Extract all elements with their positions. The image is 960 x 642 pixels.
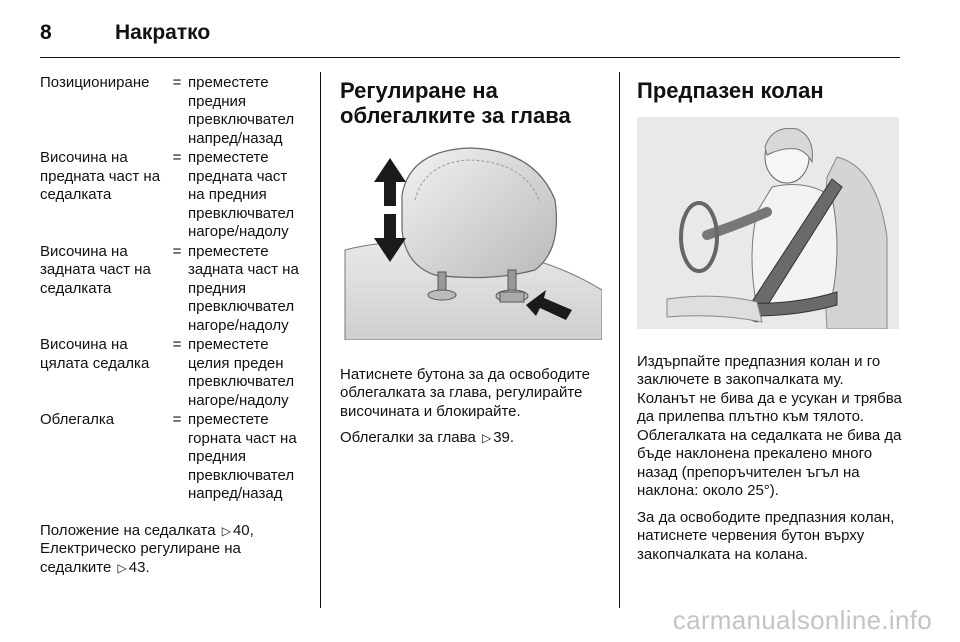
headrest-illustration bbox=[340, 140, 602, 346]
ref-page-link[interactable]: 39. bbox=[493, 429, 515, 446]
term: Облегалка bbox=[40, 411, 115, 428]
equals: = bbox=[172, 242, 182, 260]
table-row bbox=[40, 411, 308, 504]
definition: преместете задната част на предния превключвател нагоре/надолу bbox=[188, 242, 299, 334]
equals: = bbox=[172, 74, 182, 91]
table-row bbox=[40, 74, 308, 148]
ref-text: Облегалки за глава bbox=[340, 429, 476, 446]
definition: преместете предната част на предния превключвател нагоре/надолу bbox=[188, 149, 295, 240]
definition: преместете целия преден превключвател нагоре/надолу bbox=[188, 336, 295, 409]
page-number: 8 bbox=[40, 21, 52, 44]
page-ref-icon: ▷ bbox=[221, 523, 231, 538]
seatbelt-release-instruction: За да освободите предпазния колан, натиснете червения бутон върху закопчалката на колана. bbox=[637, 508, 895, 563]
term: Височина на предната част на седалката bbox=[40, 149, 161, 203]
cross-reference-note bbox=[40, 522, 308, 578]
term: Височина на задната част на седалката bbox=[40, 242, 151, 297]
header-rule bbox=[40, 57, 900, 58]
headrest-instruction: Натиснете бутона за да освободите облегалката за глава, регулирайте височината и блокирайте. bbox=[340, 365, 590, 420]
equals: = bbox=[172, 149, 182, 166]
table-row bbox=[40, 243, 308, 336]
table-row bbox=[40, 149, 308, 242]
headrest-heading: Регулиране на облегалките за глава bbox=[340, 78, 571, 128]
table-row bbox=[40, 336, 308, 410]
watermark: carmanualsonline.info bbox=[672, 605, 932, 635]
seatbelt-column bbox=[637, 74, 902, 572]
ref-page-link[interactable]: 43. bbox=[128, 558, 150, 576]
definition: преместете горната част на предния превключвател напред/назад bbox=[188, 411, 297, 502]
headrest-column bbox=[340, 74, 602, 456]
column-divider-1 bbox=[320, 72, 321, 608]
equals: = bbox=[172, 411, 182, 428]
seatbelt-instruction: Издърпайте предпазния колан и го заключете в закопчалката му. Коланът не бива да е усукан и трябва да прилепва плътно към тялото. Облегалката на седалката не бива да бъде наклонена прекалено много назад (препоръчителен ъгъл на наклона: около 25°). bbox=[637, 352, 902, 499]
section-title: Накратко bbox=[115, 21, 211, 44]
column-divider-2 bbox=[619, 72, 620, 608]
page-ref-icon: ▷ bbox=[117, 560, 127, 575]
ref-text: Положение на седалката bbox=[40, 521, 216, 539]
term: Височина на цялата седалка bbox=[40, 336, 150, 372]
seat-settings-column bbox=[40, 74, 308, 577]
seatbelt-illustration bbox=[637, 117, 902, 335]
headrest-reference bbox=[340, 429, 602, 448]
equals: = bbox=[172, 336, 182, 353]
ref-text: Електрическо регулиране на седалките bbox=[40, 540, 241, 576]
page-ref-icon: ▷ bbox=[481, 431, 492, 445]
term: Позициониране bbox=[40, 74, 150, 91]
definition: преместете предния превключвател напред/назад bbox=[188, 74, 295, 147]
ref-page-link[interactable]: 40, bbox=[232, 521, 254, 539]
page-header bbox=[40, 18, 210, 48]
seatbelt-heading: Предпазен колан bbox=[637, 78, 824, 103]
